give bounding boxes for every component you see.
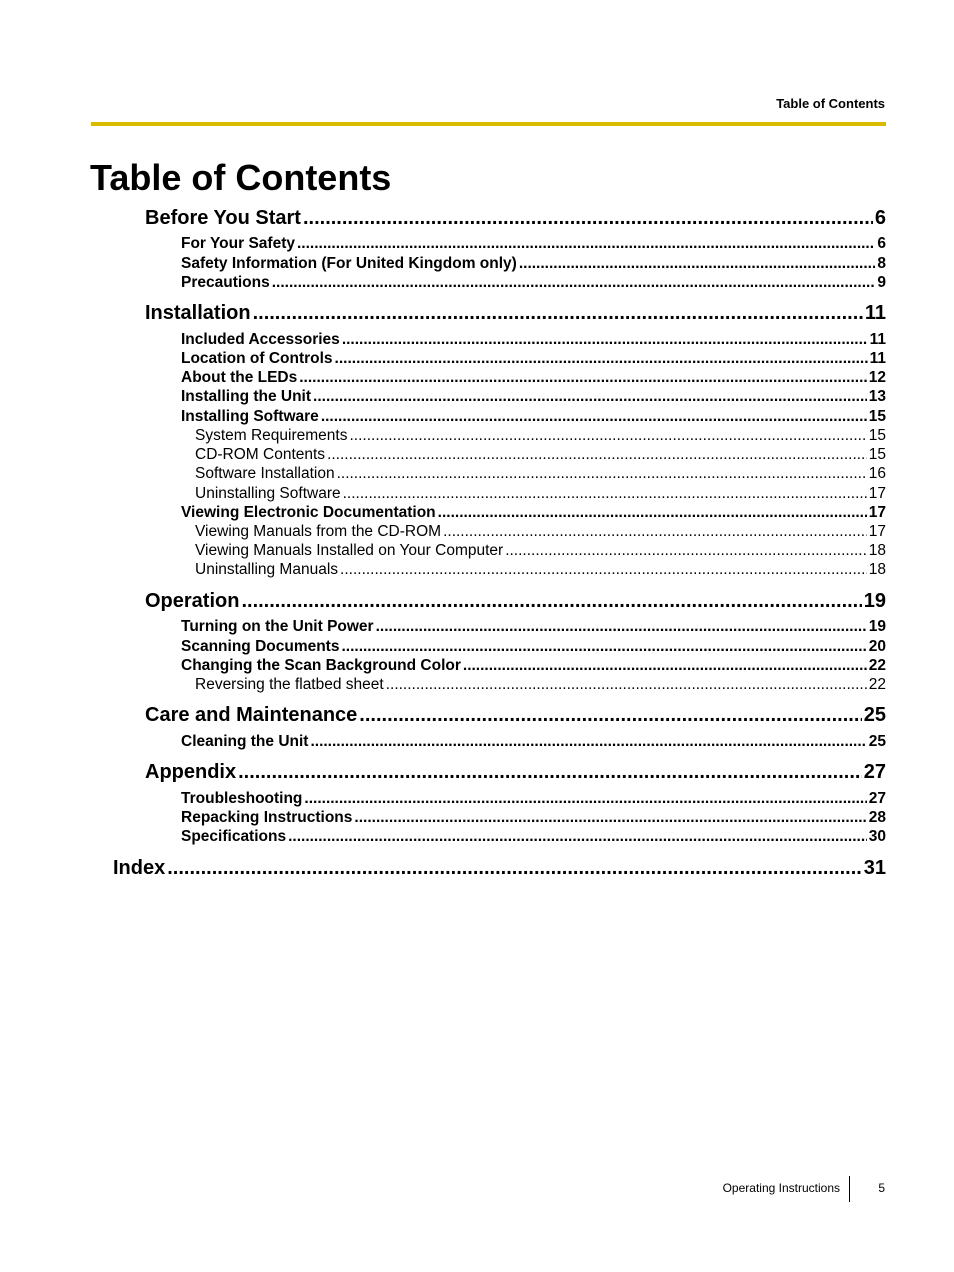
toc-title: Turning on the Unit Power xyxy=(181,618,374,635)
toc-title: Uninstalling Software xyxy=(195,485,341,502)
toc-entry[interactable] xyxy=(181,617,886,637)
toc-page: 19 xyxy=(868,618,886,635)
toc-page: 15 xyxy=(868,427,886,444)
toc-page: 18 xyxy=(868,542,886,559)
toc-entry[interactable] xyxy=(181,827,886,847)
page-number: 5 xyxy=(878,1181,885,1195)
dot-leader xyxy=(386,675,867,695)
dot-leader xyxy=(519,254,876,274)
toc-page: 22 xyxy=(868,676,886,693)
dot-leader xyxy=(253,300,863,326)
toc-subentry[interactable] xyxy=(195,445,886,465)
toc-title: Viewing Manuals Installed on Your Computer xyxy=(195,542,504,559)
toc-page: 13 xyxy=(868,388,886,405)
dot-leader xyxy=(327,445,867,465)
toc-entry[interactable] xyxy=(181,789,886,809)
toc-entry[interactable] xyxy=(181,656,886,676)
dot-leader xyxy=(337,464,867,484)
dot-leader xyxy=(343,484,867,504)
toc-entry[interactable] xyxy=(181,330,886,350)
toc-page: 11 xyxy=(869,350,886,367)
toc-page: 15 xyxy=(868,408,886,425)
toc-entry[interactable] xyxy=(181,503,886,523)
toc-section-operation[interactable] xyxy=(145,588,886,614)
toc-page: 22 xyxy=(868,657,886,674)
toc-entry[interactable] xyxy=(181,407,886,427)
toc-subentry[interactable] xyxy=(195,426,886,446)
toc-title: Viewing Manuals from the CD-ROM xyxy=(195,523,442,540)
toc-page: 20 xyxy=(868,638,886,655)
toc-title: Care and Maintenance xyxy=(145,704,358,726)
toc-title: About the LEDs xyxy=(181,369,298,386)
toc-section-before-you-start[interactable] xyxy=(145,205,886,231)
toc-subentry[interactable] xyxy=(195,522,886,542)
toc-title: Precautions xyxy=(181,274,270,291)
dot-leader xyxy=(463,656,867,676)
toc-section-installation[interactable] xyxy=(145,300,886,326)
toc-title: Cleaning the Unit xyxy=(181,733,309,750)
dot-leader xyxy=(238,759,862,785)
toc-title: For Your Safety xyxy=(181,235,295,252)
toc-page: 18 xyxy=(868,561,886,578)
toc-page: 11 xyxy=(864,302,886,324)
toc-title: Specifications xyxy=(181,828,287,845)
toc-title: Installing the Unit xyxy=(181,388,312,405)
toc-title: Index xyxy=(113,857,166,879)
dot-leader xyxy=(359,702,861,728)
dot-leader xyxy=(304,789,866,809)
dot-leader xyxy=(349,426,866,446)
toc-page: 9 xyxy=(877,274,886,291)
toc-page: 11 xyxy=(869,331,886,348)
dot-leader xyxy=(342,330,868,350)
toc-page: 27 xyxy=(868,790,886,807)
toc-title: Location of Controls xyxy=(181,350,333,367)
toc-section-index[interactable] xyxy=(113,855,886,881)
toc-title: Viewing Electronic Documentation xyxy=(181,504,436,521)
page-title: Table of Contents xyxy=(90,157,392,198)
toc-page: 30 xyxy=(868,828,886,845)
toc-title: Reversing the flatbed sheet xyxy=(195,676,384,693)
footer-label: Operating Instructions xyxy=(722,1181,840,1195)
toc-entry[interactable] xyxy=(181,368,886,388)
toc-title: CD-ROM Contents xyxy=(195,446,326,463)
dot-leader xyxy=(321,407,867,427)
toc-page: 12 xyxy=(868,369,886,386)
toc-entry[interactable] xyxy=(181,637,886,657)
toc-page: 27 xyxy=(863,761,886,783)
toc-title: Repacking Instructions xyxy=(181,809,353,826)
toc-entry[interactable] xyxy=(181,254,886,274)
toc-title: Changing the Scan Background Color xyxy=(181,657,461,674)
dot-leader xyxy=(299,368,867,388)
toc-title: Software Installation xyxy=(195,465,335,482)
toc-subentry[interactable] xyxy=(195,560,886,580)
toc-page: 8 xyxy=(877,255,886,272)
dot-leader xyxy=(313,387,867,407)
toc-title: Appendix xyxy=(145,761,237,783)
toc-title: System Requirements xyxy=(195,427,348,444)
dot-leader xyxy=(354,808,866,828)
toc-title: Operation xyxy=(145,590,240,612)
toc-entry[interactable] xyxy=(181,732,886,752)
toc-title: Troubleshooting xyxy=(181,790,303,807)
dot-leader xyxy=(310,732,866,752)
toc-page: 16 xyxy=(868,465,886,482)
toc-title: Scanning Documents xyxy=(181,638,340,655)
toc-page: 25 xyxy=(868,733,886,750)
toc-entry[interactable] xyxy=(181,387,886,407)
toc-title: Installing Software xyxy=(181,408,319,425)
dot-leader xyxy=(335,349,868,369)
dot-leader xyxy=(505,541,867,561)
toc-page: 28 xyxy=(868,809,886,826)
toc-title: Included Accessories xyxy=(181,331,340,348)
toc-entry[interactable] xyxy=(181,808,886,828)
footer-divider xyxy=(849,1176,850,1202)
toc-page: 15 xyxy=(868,446,886,463)
dot-leader xyxy=(443,522,867,542)
toc-title: Uninstalling Manuals xyxy=(195,561,339,578)
toc-title: Safety Information (For United Kingdom only) xyxy=(181,255,517,272)
toc-page: 25 xyxy=(863,704,886,726)
toc-subentry[interactable] xyxy=(195,484,886,504)
toc-section-care-and-maintenance[interactable] xyxy=(145,702,886,728)
toc-subentry[interactable] xyxy=(195,464,886,484)
toc-entry[interactable] xyxy=(181,273,886,293)
dot-leader xyxy=(288,827,867,847)
toc-title: Before You Start xyxy=(145,207,301,229)
toc-page: 19 xyxy=(863,590,886,612)
dot-leader xyxy=(272,273,876,293)
toc-page: 17 xyxy=(868,504,886,521)
dot-leader xyxy=(303,205,873,231)
toc-page: 6 xyxy=(874,207,886,229)
dot-leader xyxy=(297,234,875,254)
dot-leader xyxy=(241,588,861,614)
toc-subentry[interactable] xyxy=(195,541,886,561)
toc-page: 6 xyxy=(877,235,886,252)
page-footer xyxy=(0,1176,954,1204)
running-header: Table of Contents xyxy=(776,96,885,111)
dot-leader xyxy=(438,503,867,523)
toc-title: Installation xyxy=(145,302,251,324)
dot-leader xyxy=(340,560,867,580)
toc-page: 17 xyxy=(868,523,886,540)
dot-leader xyxy=(341,637,866,657)
dot-leader xyxy=(167,855,862,881)
toc-entry[interactable] xyxy=(181,349,886,369)
toc-entry[interactable] xyxy=(181,234,886,254)
toc-section-appendix[interactable] xyxy=(145,759,886,785)
toc-page: 31 xyxy=(863,857,886,879)
dot-leader xyxy=(376,617,867,637)
toc-page: 17 xyxy=(868,485,886,502)
toc-subentry[interactable] xyxy=(195,675,886,695)
